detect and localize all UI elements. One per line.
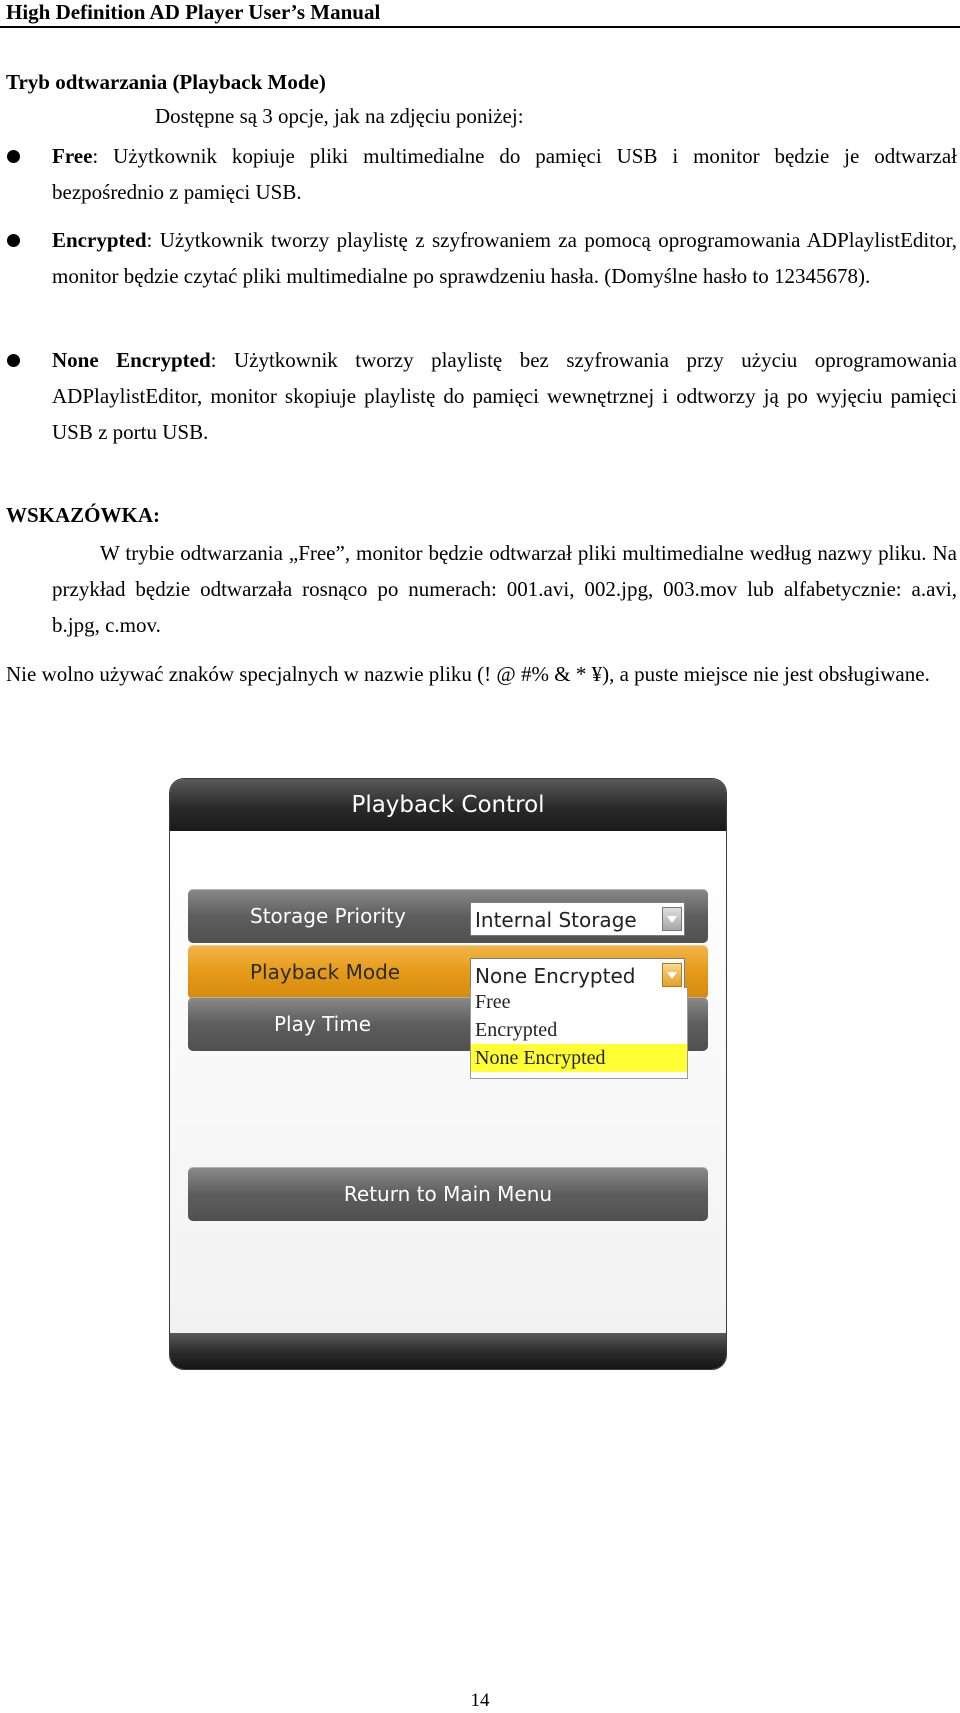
return-to-main-menu-button[interactable] [188, 1167, 708, 1221]
option-free[interactable]: Free [475, 991, 511, 1013]
playback-mode-value: None Encrypted [475, 964, 636, 988]
bullet-text [52, 342, 957, 450]
manual-header-title: High Definition AD Player User’s Manual [6, 0, 381, 24]
bullet-text [52, 222, 957, 294]
section-title: Tryb odtwarzania (Playback Mode) [6, 70, 326, 94]
bullet-term: Free [52, 144, 93, 168]
storage-priority-select[interactable] [470, 902, 685, 936]
storage-priority-label: Storage Priority [250, 904, 406, 928]
storage-priority-row[interactable] [188, 889, 708, 943]
bullet-text [52, 138, 957, 210]
bullet-dot [7, 234, 20, 247]
playback-mode-select[interactable] [470, 958, 685, 992]
tip-text: W trybie odtwarzania „Free”, monitor będzie odtwarzał pliki multimedialne według nazwy pliku. Na przykład będzie odtwarzała rosnąco po numerach: 001.avi, 002.jpg, 003.mov lub alfabetycznie: a.avi, b.jpg, c.mov. [52, 541, 957, 637]
playback-mode-label: Playback Mode [250, 960, 401, 984]
bullet-description: : Użytkownik tworzy playlistę z szyfrowaniem za pomocą oprogramowania ADPlaylistEditor, monitor będzie czytać pliki multimedialne po sprawdzeniu hasła. (Domyślne hasło to 12345678). [52, 228, 957, 288]
bullet-description: : Użytkownik kopiuje pliki multimedialne do pamięci USB i monitor będzie je odtwarzał bezpośrednio z pamięci USB. [52, 144, 957, 204]
chevron-down-icon[interactable] [662, 963, 682, 987]
storage-priority-value: Internal Storage [475, 908, 637, 932]
tip-title: WSKAZÓWKA: [6, 503, 161, 527]
panel-title: Playback Control [170, 779, 726, 831]
play-time-label: Play Time [274, 1012, 372, 1036]
header-rule [0, 26, 960, 28]
bullet-term: None Encrypted [52, 348, 211, 372]
note-text: Nie wolno używać znaków specjalnych w nazwie pliku (! @ #% & * ¥), a puste miejsce nie jest obsługiwane. [6, 662, 930, 686]
playback-mode-dropdown [470, 988, 688, 1079]
section-intro: Dostępne są 3 opcje, jak na zdjęciu poniżej: [155, 104, 524, 128]
panel-body [170, 831, 726, 1333]
bullet-dot [7, 150, 20, 163]
option-encrypted[interactable]: Encrypted [475, 1019, 558, 1041]
chevron-down-icon[interactable] [662, 907, 682, 931]
bullet-term: Encrypted [52, 228, 147, 252]
return-to-main-menu-label: Return to Main Menu [343, 1182, 553, 1206]
bullet-description: : Użytkownik tworzy playlistę bez szyfrowania przy użyciu oprogramowania ADPlaylistEditor, monitor skopiuje playlistę do pamięci wewnętrznej i odtworzy ją po wyjęciu pamięci USB z portu USB. [52, 348, 957, 444]
bullet-dot [7, 354, 20, 367]
page-number: 14 [470, 1690, 490, 1711]
option-none-encrypted[interactable]: None Encrypted [471, 1044, 687, 1072]
panel-footer [170, 1333, 726, 1369]
